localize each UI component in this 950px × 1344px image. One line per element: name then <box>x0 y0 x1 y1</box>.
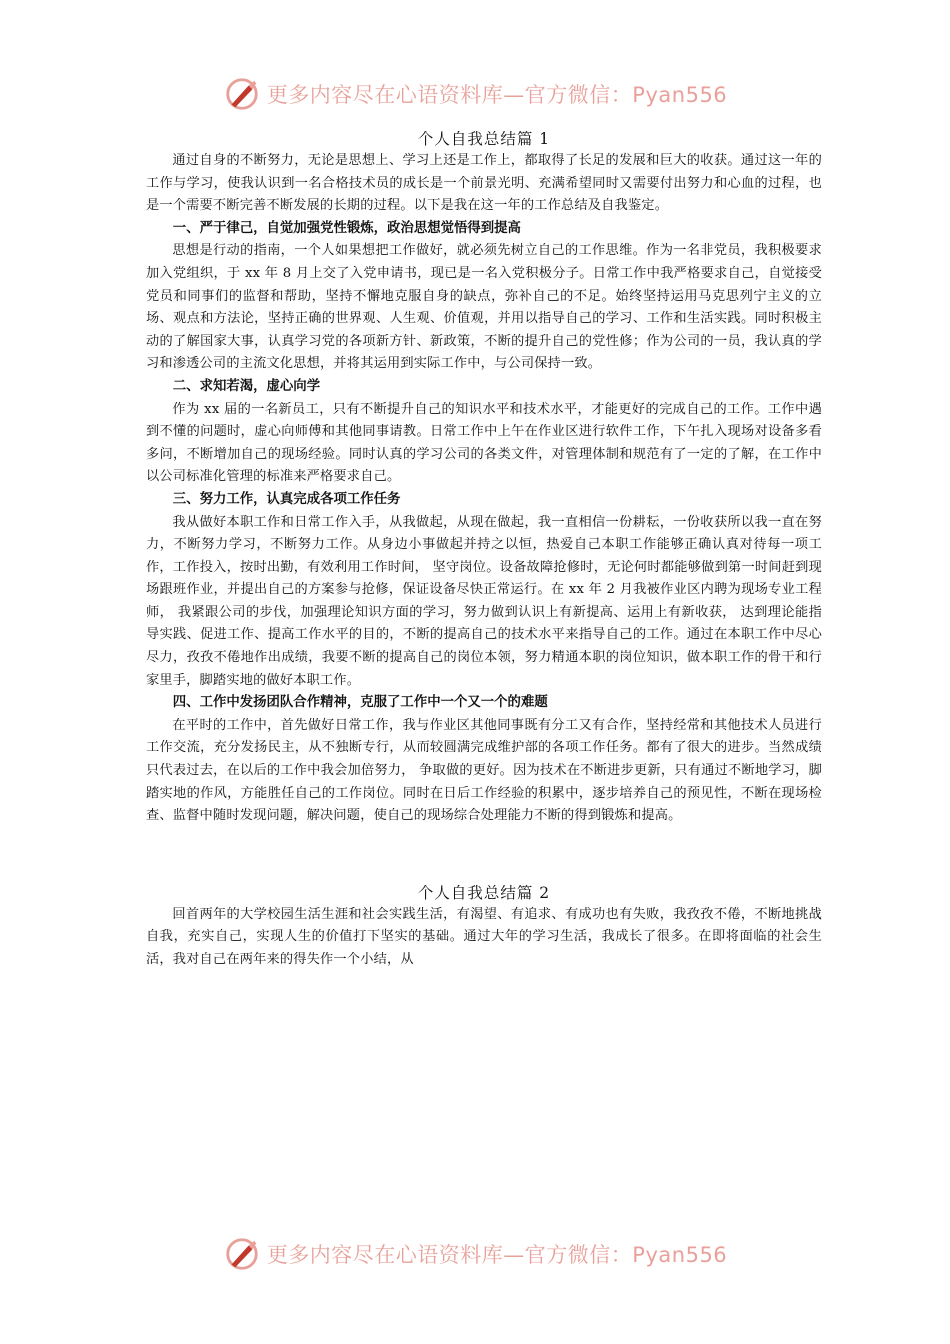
section-title-2: 个人自我总结篇 2 <box>417 883 551 902</box>
paragraph-2: 作为 xx 届的一名新员工，只有不断提升自己的知识水平和技术水平，才能更好的完成自己的工作。工作中遇到不懂的问题时，虚心向师傅和其他同事请教。日常工作中上午在作业区进行软件工作，下午扎入现场对设备多看多问，不断增加自己的现场经验。同时认真的学习公司的各类文件，对管理体制和规范有了一定的了解，在工作中以公司标准化管理的标准来严格要求自己。 <box>146 401 822 485</box>
watermark-text: 更多内容尽在心语资料库—官方微信：Pyan556 <box>266 1243 728 1267</box>
document-body <box>146 128 822 972</box>
heading-2: 二、求知若渴，虚心向学 <box>172 378 321 394</box>
paragraph-1: 思想是行动的指南，一个人如果想把工作做好，就必须先树立自己的工作思维。作为一名非党员，我积极要求加入党组织，于 xx 年 8 月上交了入党申请书，现已是一名入党积极分子。日常工作中我严格要求自己，自觉接受党员和同事们的监督和帮助，坚持不懈地克服自身的缺点，弥补自己的不足。始终坚持运用马克思列宁主义的立场、观点和方法论，坚持正确的世界观、人生观、价值观，并用以指导自己的学习、工作和生活实践。同时积极主动的了解国家大事，认真学习党的各项新方针、新政策，不断的提升自己的党性修；作为公司的一员，我认真的学习和渗透公司的主流文化思想，并将其运用到实际工作中，与公司保持一致。 <box>146 243 822 372</box>
paragraph-3: 我从做好本职工作和日常工作入手，从我做起，从现在做起，我一直相信一份耕耘，一份收获所以我一直在努力，不断努力学习，不断努力工作。从身边小事做起并持之以恒，热爱自己本职工作能够正确认真对待每一项工作，工作投入，按时出勤，有效利用工作时间， 坚守岗位。设备故障抢修时，无论何时都能够做到第一时间赶到现场跟班作业，并提出自己的方案参与抢修，保证设备尽快正常运行。在 xx 年 2 月我被作业区内聘为现场专业工程师， 我紧跟公司的步伐，加强理论知识方面的学习，努力做到认识上有新提高、运用上有新收获， 达到理论能指导实践、促进工作、提高工作水平的目的，不断的提高自己的技术水平来指导自己的工作。通过在本职工作中尽心尽力，孜孜不倦地作出成绩，我要不断的提高自己的岗位本领，努力精通本职的岗位知识，做本职工作的骨干和行家里手，脚踏实地的做好本职工作。 <box>146 514 822 688</box>
pen-logo-icon <box>223 1235 261 1273</box>
heading-4: 四、工作中发扬团队合作精神，克服了工作中一个又一个的难题 <box>172 695 548 711</box>
paragraph-intro-2: 回首两年的大学校园生活生涯和社会实践生活，有渴望、有追求、有成功也有失败，我孜孜不倦，不断地挑战自我，充实自己，实现人生的价值打下坚实的基础。通过大年的学习生活，我成长了很多。在即将面临的社会生活，我对自己在两年来的得失作一个小结，从 <box>146 906 822 967</box>
section-title-1: 个人自我总结篇 1 <box>417 130 551 148</box>
heading-3: 三、努力工作，认真完成各项工作任务 <box>172 491 401 507</box>
heading-1: 一、严于律己，自觉加强党性锻炼，政治思想觉悟得到提高 <box>172 220 521 236</box>
pen-logo-icon <box>223 75 261 113</box>
watermark-footer <box>0 1232 950 1276</box>
watermark-header <box>0 72 950 116</box>
paragraph-4: 在平时的工作中，首先做好日常工作，我与作业区其他同事既有分工又有合作，坚持经常和其他技术人员进行工作交流，充分发扬民主，从不独断专行，从而较圆满完成维护部的各项工作任务。都有了很大的进步。当然成绩只代表过去，在以后的工作中我会加倍努力， 争取做的更好。因为技术在不断进步更新，只有通过不断地学习，脚踏实地的作风，方能胜任自己的工作岗位。同时在日后工作经验的积累中，逐步培养自己的预见性，不断在现场检查、监督中随时发现问题，解决问题，使自己的现场综合处理能力不断的得到锻炼和提高。 <box>146 717 822 824</box>
watermark-text: 更多内容尽在心语资料库—官方微信：Pyan556 <box>266 83 728 107</box>
paragraph-intro-1: 通过自身的不断努力，无论是思想上、学习上还是工作上，都取得了长足的发展和巨大的收获。通过这一年的工作与学习，使我认识到一名合格技术员的成长是一个前景光明、充满希望同时又需要付出努力和心血的过程，也是一个需要不断完善不断发展的长期的过程。以下是我在这一年的工作总结及自我鉴定。 <box>146 153 822 214</box>
